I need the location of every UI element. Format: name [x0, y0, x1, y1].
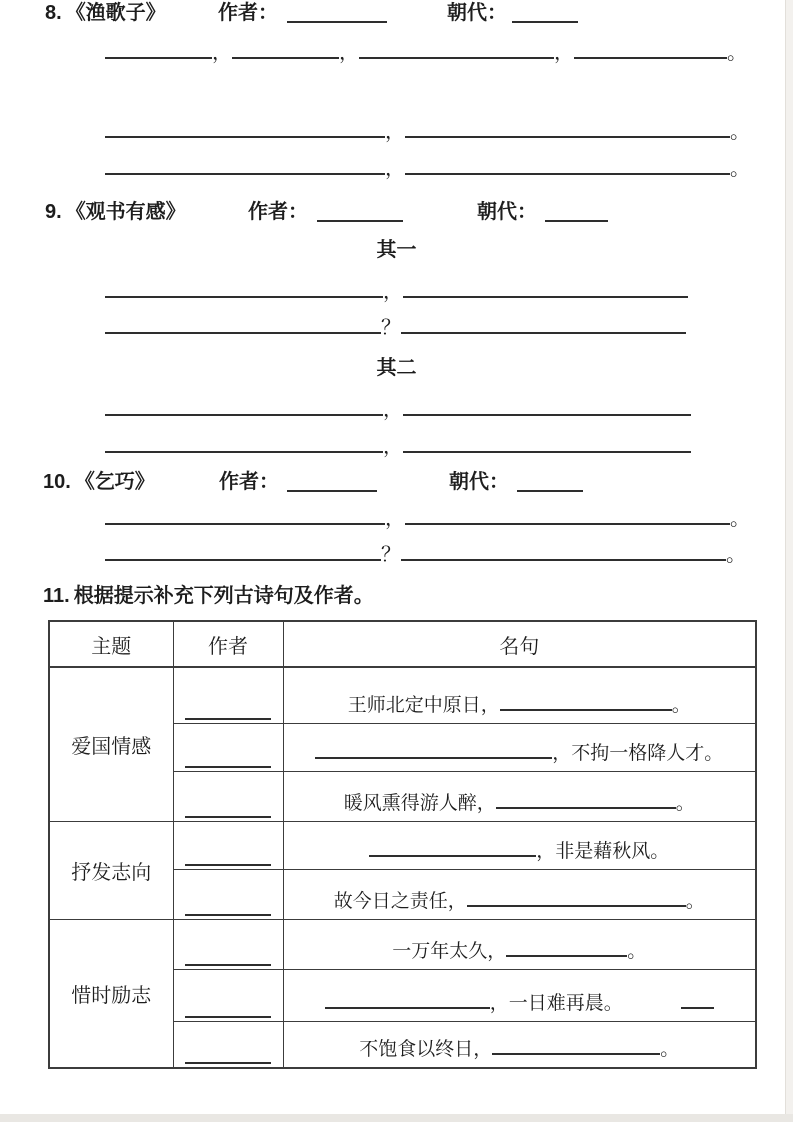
blank-line: [105, 502, 385, 525]
table-body: [49, 667, 756, 1068]
sentence-line: [392, 935, 646, 964]
item-11-title: [43, 583, 374, 609]
author-cell: [173, 919, 283, 969]
punctuation-text: 。: [671, 694, 691, 716]
blank-line: [105, 152, 385, 175]
sentence-cell: [283, 919, 756, 969]
punctuation-text: 。: [730, 121, 750, 143]
punctuation-text: 不饱食以终日，: [359, 1039, 493, 1060]
poem-fill-table: [48, 620, 757, 1069]
blank-line: [105, 538, 381, 561]
sentence-cell: [283, 969, 756, 1021]
blank-line: [105, 430, 383, 453]
item-9-title-text: 《观书有感》: [65, 201, 186, 223]
item-10-heading: [0, 469, 793, 497]
blank-line: [405, 115, 730, 138]
verse-line-intro: [105, 36, 747, 62]
blank-line: [574, 36, 727, 59]
item-10-number: 10.: [43, 471, 71, 493]
author-blank-line: [185, 846, 271, 866]
author-blank-line: [185, 998, 271, 1018]
author-cell: [173, 667, 283, 723]
punctuation-text: ，: [385, 508, 405, 530]
sentence-line: [344, 787, 695, 816]
punctuation-text: 。: [675, 792, 695, 814]
author-blank-line: [287, 471, 377, 492]
author-label: 作者：: [219, 471, 279, 493]
theme-cell: 爱国情感: [49, 667, 173, 821]
blank-line: [105, 36, 212, 59]
author-cell: [173, 821, 283, 869]
sentence-line: [369, 835, 669, 864]
item-10-title: [43, 469, 155, 495]
author-cell: [173, 1021, 283, 1068]
author-cell: [173, 771, 283, 821]
author-cell: [173, 969, 283, 1021]
blank-line: [500, 689, 672, 711]
dynasty-label: 朝代：: [477, 201, 537, 223]
blank-line: [105, 275, 383, 298]
blank-line: [232, 36, 339, 59]
punctuation-text: 。: [660, 1039, 680, 1060]
blank-line: [405, 152, 730, 175]
punctuation-text: ，: [554, 42, 574, 64]
blank-line: [105, 393, 383, 416]
punctuation-text: 。: [685, 890, 705, 912]
punctuation-text: 王师北定中原日，: [347, 694, 500, 716]
punctuation-text: ，一日难再晨。: [489, 992, 623, 1014]
item-8-title-text: 《渔歌子》: [65, 2, 166, 24]
author-label: 作者：: [218, 2, 278, 24]
poem-part-one-subtitle: 其一: [376, 239, 417, 261]
verse-line: [105, 311, 686, 337]
table-header-row: [49, 621, 756, 667]
verse-line: [105, 152, 750, 178]
author-blank-line: [317, 201, 403, 222]
blank-line: [105, 311, 381, 334]
blank-line: [496, 787, 676, 809]
blank-line: [403, 393, 691, 416]
author-blank-line: [185, 798, 271, 818]
sentence-line: [325, 987, 714, 1016]
table-header-cell: 主题: [49, 621, 173, 667]
punctuation-text: 一万年太久，: [392, 940, 507, 962]
blank-line: [401, 311, 686, 334]
poem-part-two-subtitle: 其二: [376, 357, 417, 379]
item-11-heading: [0, 583, 793, 611]
sentence-line: [359, 1033, 679, 1062]
sentence-cell: [283, 723, 756, 771]
author-blank-line: [185, 700, 271, 720]
item-8-heading: [0, 0, 793, 28]
dynasty-label: 朝代：: [447, 2, 507, 24]
table-row: [49, 821, 756, 869]
author-blank-line: [185, 946, 271, 966]
sentence-cell: [283, 771, 756, 821]
dynasty-blank-line: [545, 201, 608, 222]
whiteout-patch: [623, 988, 681, 1009]
punctuation-text: 。: [730, 158, 750, 180]
dynasty-blank-line: [512, 2, 578, 23]
punctuation-text: 。: [727, 42, 747, 64]
sentence-cell: [283, 667, 756, 723]
verse-line: [105, 538, 746, 564]
author-cell: [173, 723, 283, 771]
blank-line: [467, 885, 686, 907]
item-10-title-text: 《乞巧》: [74, 471, 155, 493]
sentence-line: [348, 689, 691, 718]
sentence-cell: [283, 869, 756, 919]
blank-line: [506, 935, 627, 957]
item-9-heading: [0, 199, 793, 227]
dynasty-label: 朝代：: [449, 471, 509, 493]
sentence-cell: [283, 1021, 756, 1068]
punctuation-text: 故今日之责任，: [333, 890, 467, 912]
blank-line: [403, 275, 688, 298]
sentence-cell: [283, 821, 756, 869]
punctuation-text: ，: [385, 121, 405, 143]
author-cell: [173, 869, 283, 919]
punctuation-text: 暖风熏得游人醉，: [343, 792, 496, 814]
verse-line: [105, 502, 750, 528]
punctuation-text: ，: [383, 436, 403, 458]
author-blank-line: [185, 1044, 271, 1064]
punctuation-text: ，非是藉秋风。: [536, 840, 670, 862]
punctuation-text: 。: [627, 940, 647, 962]
blank-line: [325, 987, 490, 1009]
blank-line: [403, 430, 691, 453]
punctuation-text: ？: [381, 317, 401, 339]
blank-line: [369, 835, 536, 857]
table-header-row: [49, 621, 756, 667]
author-blank-line: [185, 896, 271, 916]
theme-cell: 抒发志向: [49, 821, 173, 919]
punctuation-text: ，: [383, 399, 403, 421]
sentence-line: [315, 737, 723, 766]
table-row: [49, 667, 756, 723]
punctuation-text: ，: [339, 42, 359, 64]
page-scan-right-edge: [785, 0, 793, 1122]
author-blank-line: [287, 2, 387, 23]
blank-line: [359, 36, 554, 59]
item-11-text: 根据提示补充下列古诗句及作者。: [73, 585, 374, 607]
sentence-line: [334, 885, 705, 914]
punctuation-text: ，不拘一格降人才。: [552, 742, 724, 764]
verse-line: [105, 275, 688, 301]
theme-cell: 惜时励志: [49, 919, 173, 1068]
table-header-cell: 作者: [173, 621, 283, 667]
item-9-title: [45, 199, 186, 225]
blank-line: [105, 115, 385, 138]
blank-line: [681, 987, 714, 1009]
punctuation-text: ？: [381, 544, 401, 566]
punctuation-text: ，: [385, 158, 405, 180]
punctuation-text: ，: [212, 42, 232, 64]
blank-line: [315, 737, 552, 759]
table-header-cell: 名句: [283, 621, 756, 667]
punctuation-text: 。: [726, 544, 746, 566]
blank-line: [405, 502, 730, 525]
blank-line: [401, 538, 726, 561]
page-scan-bottom-edge: [0, 1114, 793, 1122]
item-11-number: 11.: [43, 585, 70, 607]
item-8-number: 8.: [45, 2, 62, 24]
dynasty-blank-line: [517, 471, 583, 492]
item-9-number: 9.: [45, 201, 62, 223]
verse-line: [105, 430, 691, 456]
table-row: [49, 919, 756, 969]
verse-line: [105, 115, 750, 141]
author-label: 作者：: [248, 201, 308, 223]
blank-line: [492, 1033, 660, 1055]
punctuation-text: 。: [730, 508, 750, 530]
author-blank-line: [185, 748, 271, 768]
item-8-title: [45, 0, 166, 26]
verse-line: [105, 393, 691, 419]
punctuation-text: ，: [383, 281, 403, 303]
